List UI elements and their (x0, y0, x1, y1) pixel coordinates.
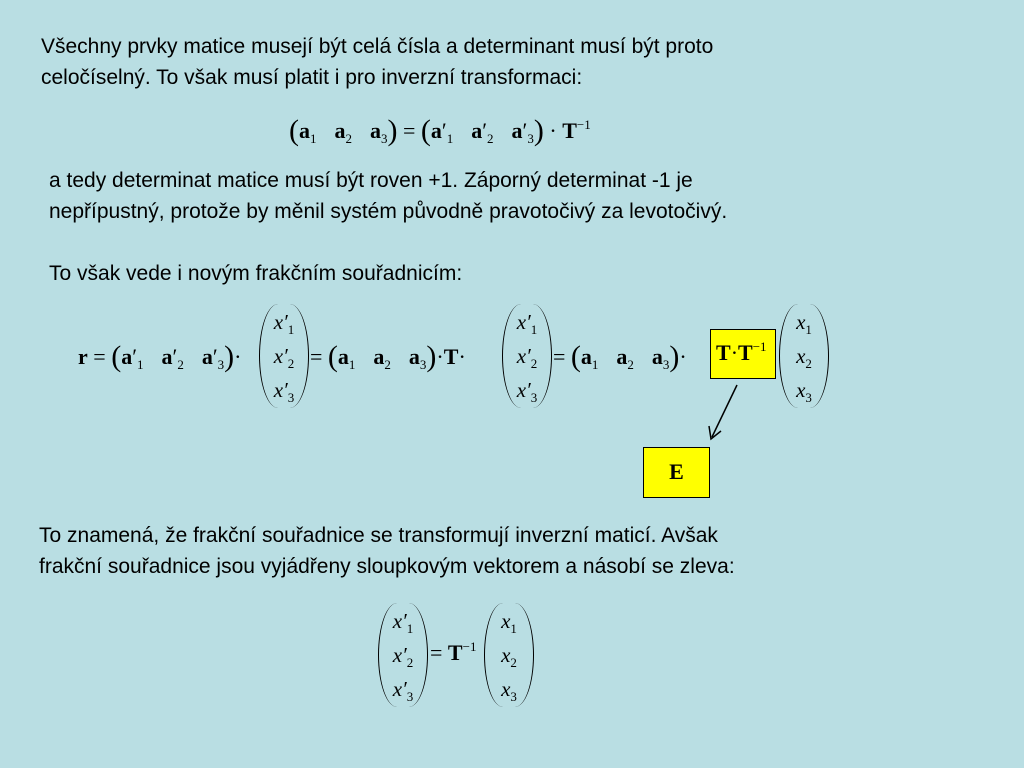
paragraph-1-line-1: Všechny prvky matice musejí být celá čísla a determinant musí být proto (41, 35, 714, 58)
equation-row-part-3: = ($a_1$ $a_2$ $a_3)\cdot$ (553, 340, 687, 373)
paragraph-2-line-1: a tedy determinat matice musí být roven +1. Záporný determinat -1 je (49, 169, 693, 192)
column-vector-x-prime-1: $x'_1$ $x'_2$ $x'_3$ (259, 304, 309, 408)
column-vector-x-1: $x_1$ $x_2$ $x_3$ (779, 304, 829, 408)
column-vector-x-final: $x_1$ $x_2$ $x_3$ (484, 603, 534, 707)
t-times-t-inverse: $T\cdot T^{-1}$ (716, 339, 767, 365)
paragraph-1-line-2: celočíselný. To však musí platit i pro inverzní transformaci: (41, 66, 583, 89)
paragraph-4-line-1: To znamená, že frakční souřadnice se transformují inverzní maticí. Avšak (39, 524, 718, 547)
equation-final-middle: = $T^{-1}$ (430, 639, 477, 665)
equation-row-part-2: = ($a_1$ $a_2$ $a_3)\cdot T\cdot$ (310, 340, 466, 373)
column-vector-x-prime-2: $x'_1$ $x'_2$ $x'_3$ (502, 304, 552, 408)
equation-inverse-transform: ($a_1$ $a_2$ $a_3) = (a'_1$ $a'_2$ $a'_3) \cdot T^{-1}$ (289, 114, 591, 147)
equation-row-part-1: $r = (a'_1$ $a'_2$ $a'_3)\cdot$ (78, 340, 242, 373)
identity-matrix-box: E (643, 447, 710, 498)
paragraph-2-line-2: nepřípustný, protože by měnil systém původně pravotočivý za levotočivý. (49, 200, 728, 223)
column-vector-x-prime-final: $x'_1$ $x'_2$ $x'_3$ (378, 603, 428, 707)
paragraph-4-line-2: frakční souřadnice jsou vyjádřeny sloupkovým vektorem a násobí se zleva: (39, 555, 735, 578)
paragraph-3: To však vede i novým frakčním souřadnicím: (49, 262, 463, 285)
